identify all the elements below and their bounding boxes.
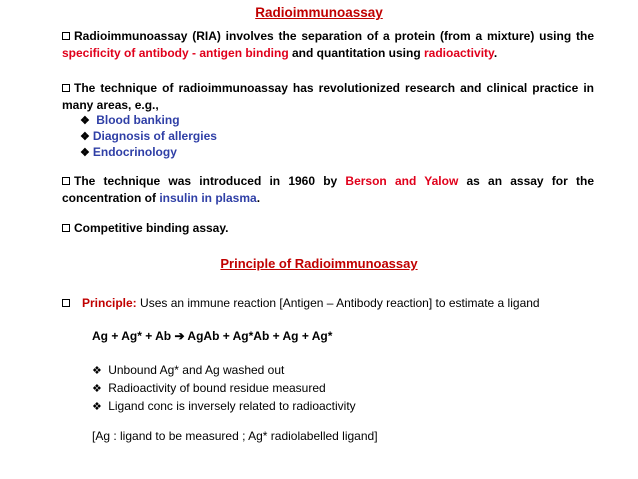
p4-text: Competitive binding assay. [74, 221, 229, 235]
list-item [92, 380, 356, 398]
square-bullet-icon [62, 84, 70, 92]
square-bullet-icon [62, 177, 70, 185]
square-bullet-icon [62, 32, 70, 40]
square-bullet-icon [62, 224, 70, 232]
list-item-label: Endocrinology [92, 145, 177, 159]
p1-end: . [493, 46, 498, 60]
diamond-bullet-icon: ❖ [92, 365, 102, 377]
paragraph-assay-type [62, 220, 594, 237]
principle-label: Principle: [82, 296, 137, 310]
paragraph-applications [62, 80, 594, 114]
list-item [92, 362, 356, 380]
arrow-right-icon: ➔ [174, 329, 185, 343]
steps-list [92, 362, 356, 416]
p1-highlight-radioactivity: radioactivity [424, 46, 494, 60]
p1-mid: and quantitation using [288, 46, 424, 60]
diamond-bullet-icon: ❖ [80, 131, 90, 143]
list-item-label: Diagnosis of allergies [92, 129, 217, 143]
diamond-bullet-icon: ❖ [80, 147, 90, 159]
diamond-bullet-icon: ❖ [80, 115, 90, 127]
p3-subject: insulin in plasma [159, 191, 257, 205]
principle-line [62, 295, 540, 312]
p2-text: The technique of radioimmunoassay has revolutionized research and clinical practice in many areas, e.g., [62, 81, 594, 112]
diamond-bullet-icon: ❖ [92, 383, 102, 395]
list-item [80, 129, 217, 145]
page-title: Radioimmunoassay [255, 5, 383, 20]
square-bullet-icon [62, 299, 70, 307]
p3-mid: as an assay for the concentration of [62, 174, 594, 205]
p3-end: . [256, 191, 261, 205]
reaction-equation [92, 329, 332, 343]
step-label: Unbound Ag* and Ag washed out [108, 363, 285, 377]
p1-highlight-specificity: specificity of antibody - antigen binding [62, 46, 289, 60]
list-item-label: Blood banking [96, 113, 180, 127]
equation-right: AgAb + Ag*Ab + Ag + Ag* [184, 329, 333, 343]
paragraph-ria-definition [62, 28, 594, 62]
section-title: Principle of Radioimmunoassay [220, 256, 418, 271]
applications-list [80, 113, 217, 161]
footnote: [Ag : ligand to be measured ; Ag* radiolabelled ligand] [92, 429, 378, 443]
p3-lead: The technique was introduced in 1960 by [74, 174, 346, 188]
equation-left: Ag + Ag* + Ab [92, 329, 175, 343]
p1-lead: Radioimmunoassay (RIA) involves the separation of a protein (from a mixture) using the [74, 29, 594, 43]
step-label: Radioactivity of bound residue measured [108, 381, 326, 395]
diamond-bullet-icon: ❖ [92, 401, 102, 413]
p3-names: Berson and Yalow [345, 174, 459, 188]
paragraph-history [62, 173, 594, 207]
list-item [80, 113, 217, 129]
principle-text: Uses an immune reaction [Antigen – Antibody reaction] to estimate a ligand [136, 296, 540, 310]
list-item [92, 398, 356, 416]
step-label: Ligand conc is inversely related to radioactivity [108, 399, 356, 413]
list-item [80, 145, 217, 161]
